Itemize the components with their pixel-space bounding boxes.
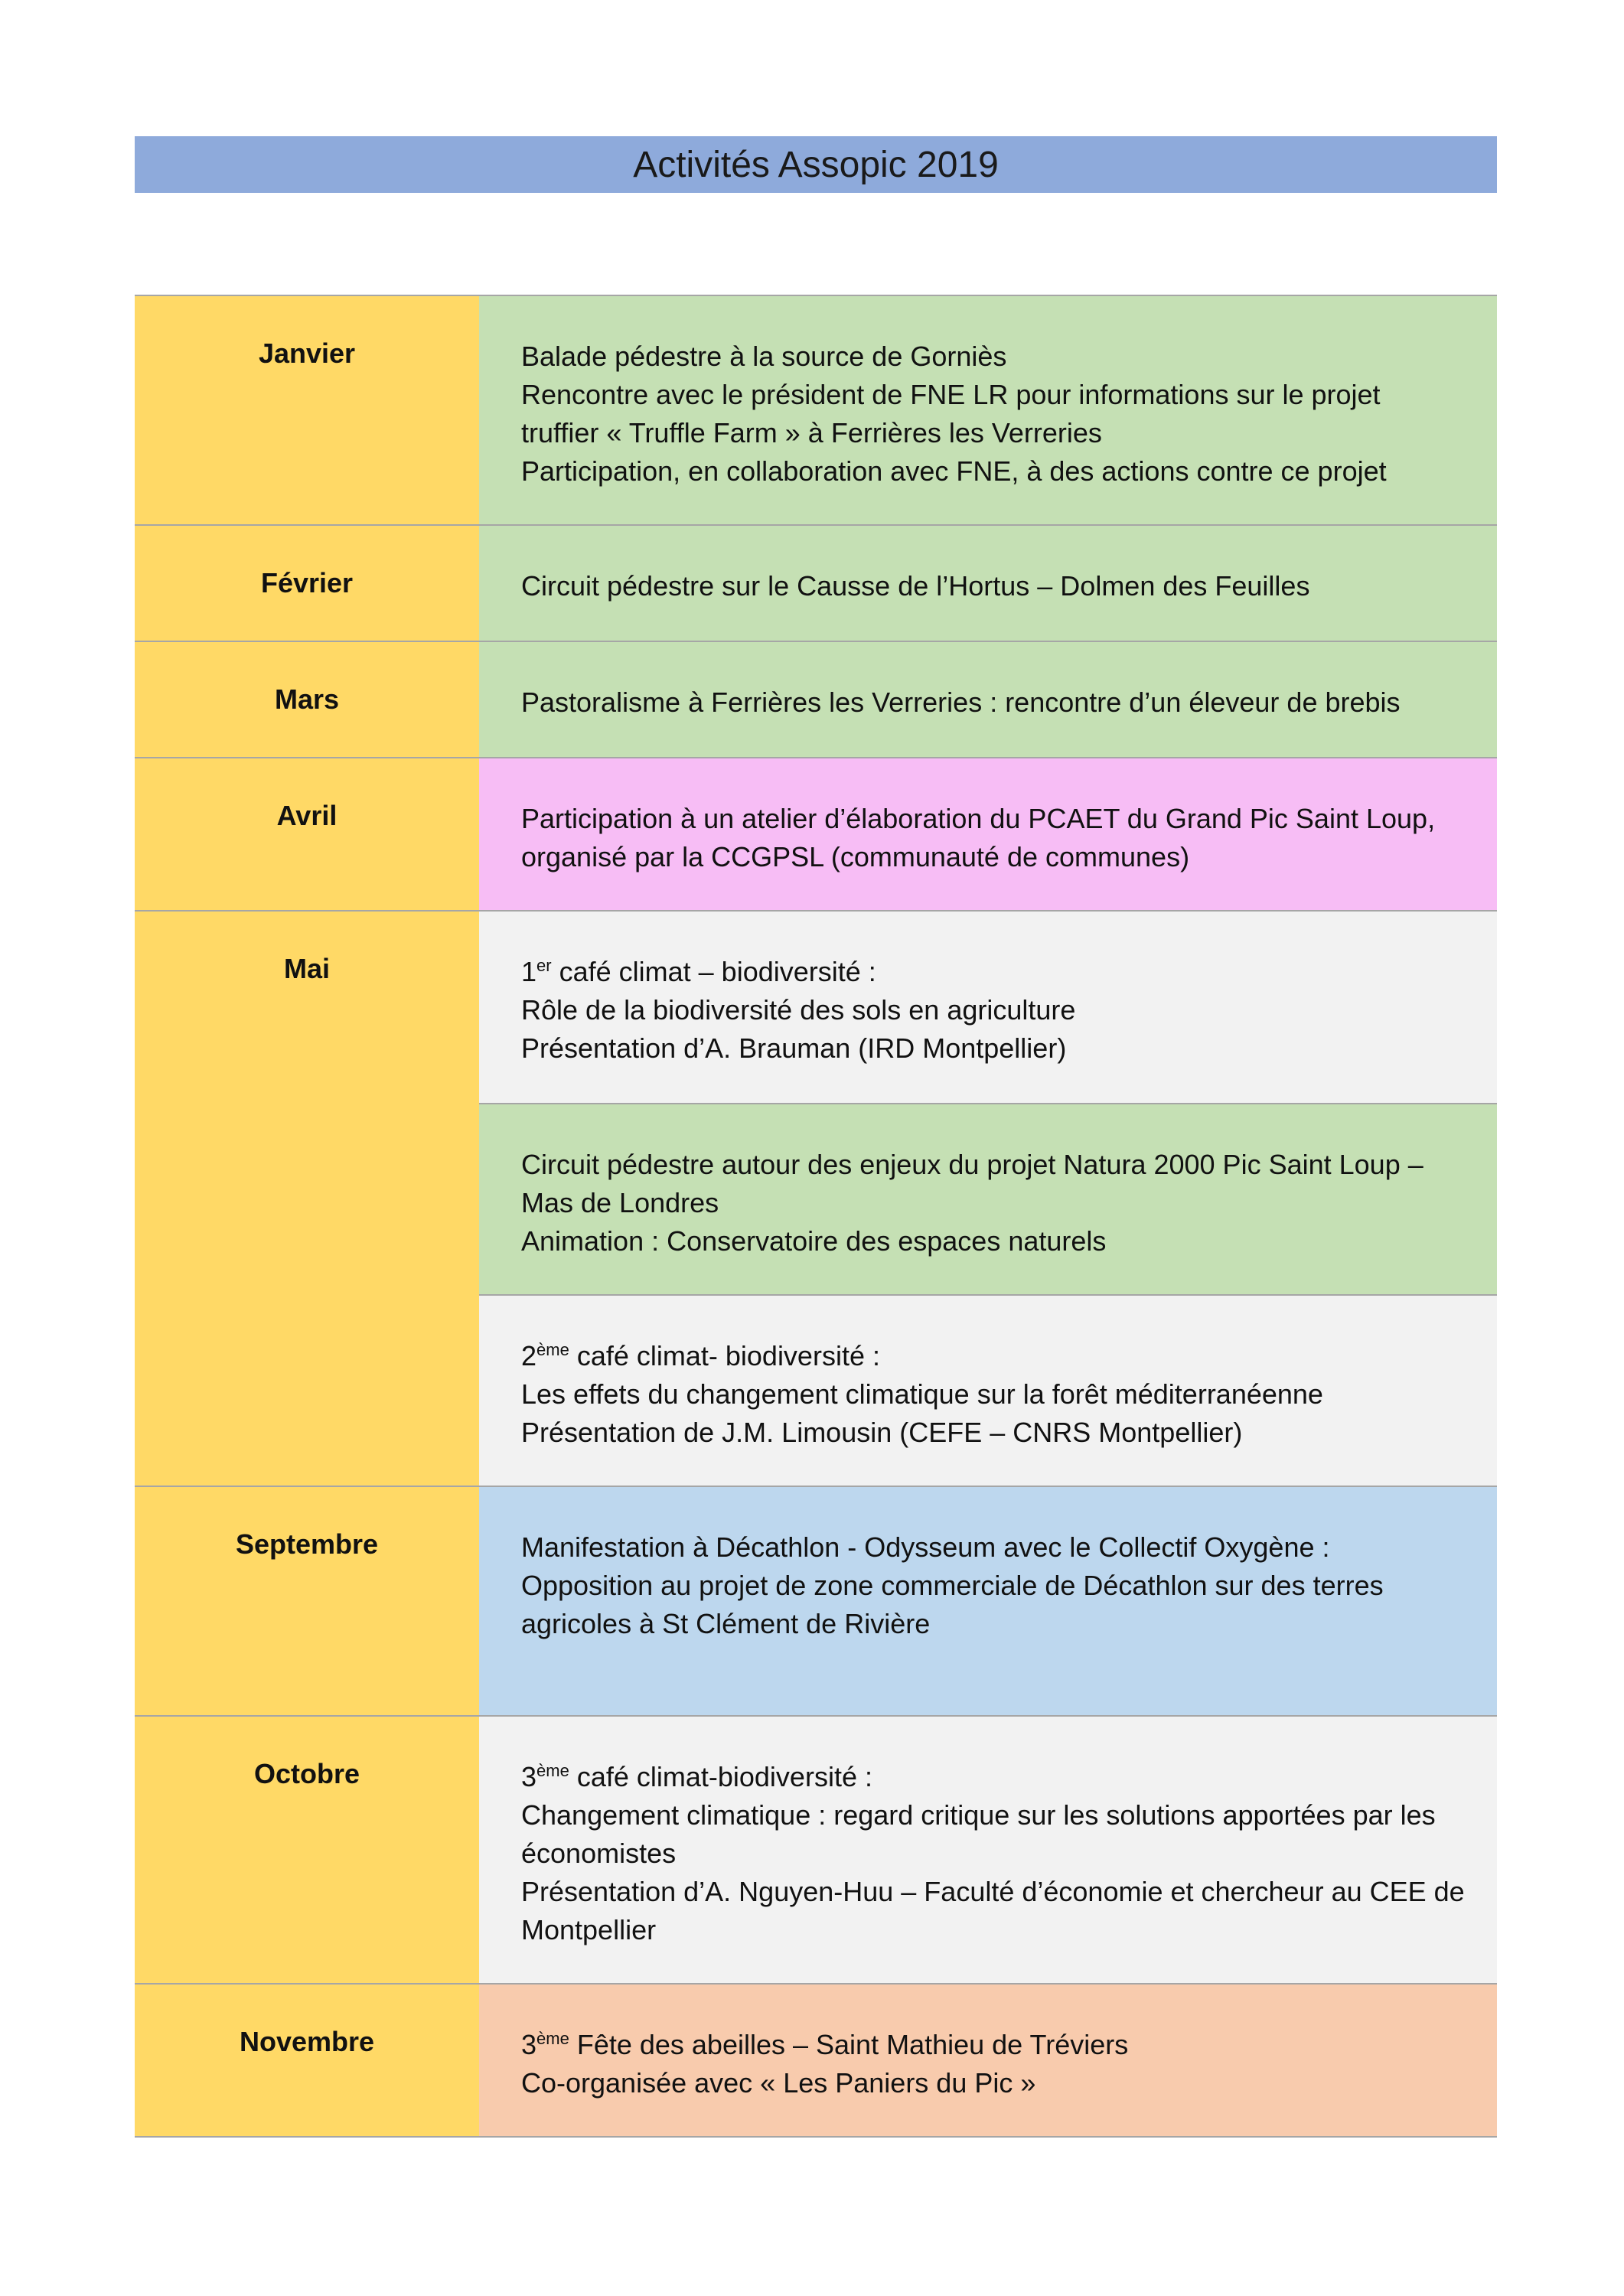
activity-cell: [479, 296, 1497, 524]
ordinal-suffix: er: [536, 956, 552, 975]
month-label: Novembre: [135, 1985, 479, 2136]
activity-line: Présentation d’A. Nguyen-Huu – Faculté d’économie et chercheur au CEE de: [521, 1876, 1465, 1907]
ordinal-number: 3: [521, 1761, 537, 1792]
activity-lead-text: café climat-biodiversité :: [569, 1761, 872, 1792]
activity-cell: [479, 1717, 1497, 1983]
activity-lead-text: café climat- biodiversité :: [569, 1340, 880, 1371]
activity-lead-line: [521, 953, 1482, 991]
activity-cell: [479, 1103, 1497, 1294]
activities-column: [479, 526, 1497, 641]
activity-cell: [479, 1985, 1497, 2136]
activity-lead-line: [521, 1337, 1482, 1375]
table-row: [135, 912, 1497, 1487]
activity-line: organisé par la CCGPSL (communauté de communes): [521, 841, 1190, 872]
activity-line: truffier « Truffle Farm » à Ferrières les Verreries: [521, 417, 1102, 448]
page-title: Activités Assopic 2019: [633, 144, 999, 185]
activity-cell: [479, 1294, 1497, 1486]
table-row: [135, 296, 1497, 526]
activity-line: Animation : Conservatoire des espaces naturels: [521, 1225, 1107, 1257]
month-label: Septembre: [135, 1487, 479, 1715]
activities-column: [479, 1985, 1497, 2136]
ordinal-suffix: ème: [536, 1340, 569, 1359]
activity-line: Co-organisée avec « Les Paniers du Pic »: [521, 2067, 1036, 2099]
activity-lead-text: café climat – biodiversité :: [551, 956, 876, 987]
activity-line: Rôle de la biodiversité des sols en agriculture: [521, 994, 1076, 1026]
activity-cell: [479, 758, 1497, 910]
activities-column: [479, 912, 1497, 1486]
month-label: Mars: [135, 642, 479, 757]
ordinal-number: 3: [521, 2029, 537, 2060]
activities-table: [135, 295, 1497, 2138]
activity-line: Participation à un atelier d’élaboration du PCAET du Grand Pic Saint Loup,: [521, 803, 1436, 834]
activity-line: Manifestation à Décathlon - Odysseum avec le Collectif Oxygène :: [521, 1531, 1330, 1563]
title-bar: [135, 136, 1497, 193]
activity-line: Rencontre avec le président de FNE LR pour informations sur le projet: [521, 379, 1381, 410]
activity-line: Circuit pédestre autour des enjeux du projet Natura 2000 Pic Saint Loup –: [521, 1149, 1423, 1180]
activities-column: [479, 1487, 1497, 1715]
ordinal-number: 1: [521, 956, 537, 987]
activity-line: économistes: [521, 1838, 677, 1869]
activities-column: [479, 296, 1497, 524]
activity-cell: [479, 912, 1497, 1103]
table-row: [135, 1717, 1497, 1985]
table-row: [135, 1487, 1497, 1717]
table-row: [135, 1985, 1497, 2138]
table-row: [135, 642, 1497, 758]
activity-line: Montpellier: [521, 1914, 657, 1945]
activity-cell: [479, 526, 1497, 641]
activity-line: Les effets du changement climatique sur la forêt méditerranéenne: [521, 1378, 1323, 1410]
month-label: Mai: [135, 912, 479, 1486]
activities-column: [479, 642, 1497, 757]
activity-line: Participation, en collaboration avec FNE, à des actions contre ce projet: [521, 455, 1387, 487]
activity-lead-line: [521, 2026, 1482, 2064]
activity-line: Présentation d’A. Brauman (IRD Montpellier): [521, 1032, 1067, 1064]
activity-line: Opposition au projet de zone commerciale de Décathlon sur des terres: [521, 1570, 1384, 1601]
ordinal-suffix: ème: [536, 2029, 569, 2048]
activity-lead-text: Fête des abeilles – Saint Mathieu de Tréviers: [569, 2029, 1129, 2060]
month-label: Octobre: [135, 1717, 479, 1983]
table-row: [135, 526, 1497, 642]
activity-lead-line: [521, 1758, 1482, 1796]
activities-column: [479, 1717, 1497, 1983]
month-label: Février: [135, 526, 479, 641]
activities-column: [479, 758, 1497, 910]
ordinal-number: 2: [521, 1340, 537, 1371]
activity-line: Pastoralisme à Ferrières les Verreries : rencontre d’un éleveur de brebis: [521, 687, 1401, 718]
activity-line: Balade pédestre à la source de Gorniès: [521, 341, 1007, 372]
activity-line: Circuit pédestre sur le Causse de l’Hortus – Dolmen des Feuilles: [521, 570, 1310, 602]
activity-line: agricoles à St Clément de Rivière: [521, 1608, 931, 1639]
table-row: [135, 758, 1497, 912]
ordinal-suffix: ème: [536, 1761, 569, 1780]
activity-cell: [479, 642, 1497, 757]
activity-line: Présentation de J.M. Limousin (CEFE – CNRS Montpellier): [521, 1417, 1243, 1448]
month-label: Avril: [135, 758, 479, 910]
activity-line: Mas de Londres: [521, 1187, 719, 1218]
month-label: Janvier: [135, 296, 479, 524]
activity-line: Changement climatique : regard critique sur les solutions apportées par les: [521, 1799, 1436, 1831]
activity-cell: [479, 1487, 1497, 1715]
